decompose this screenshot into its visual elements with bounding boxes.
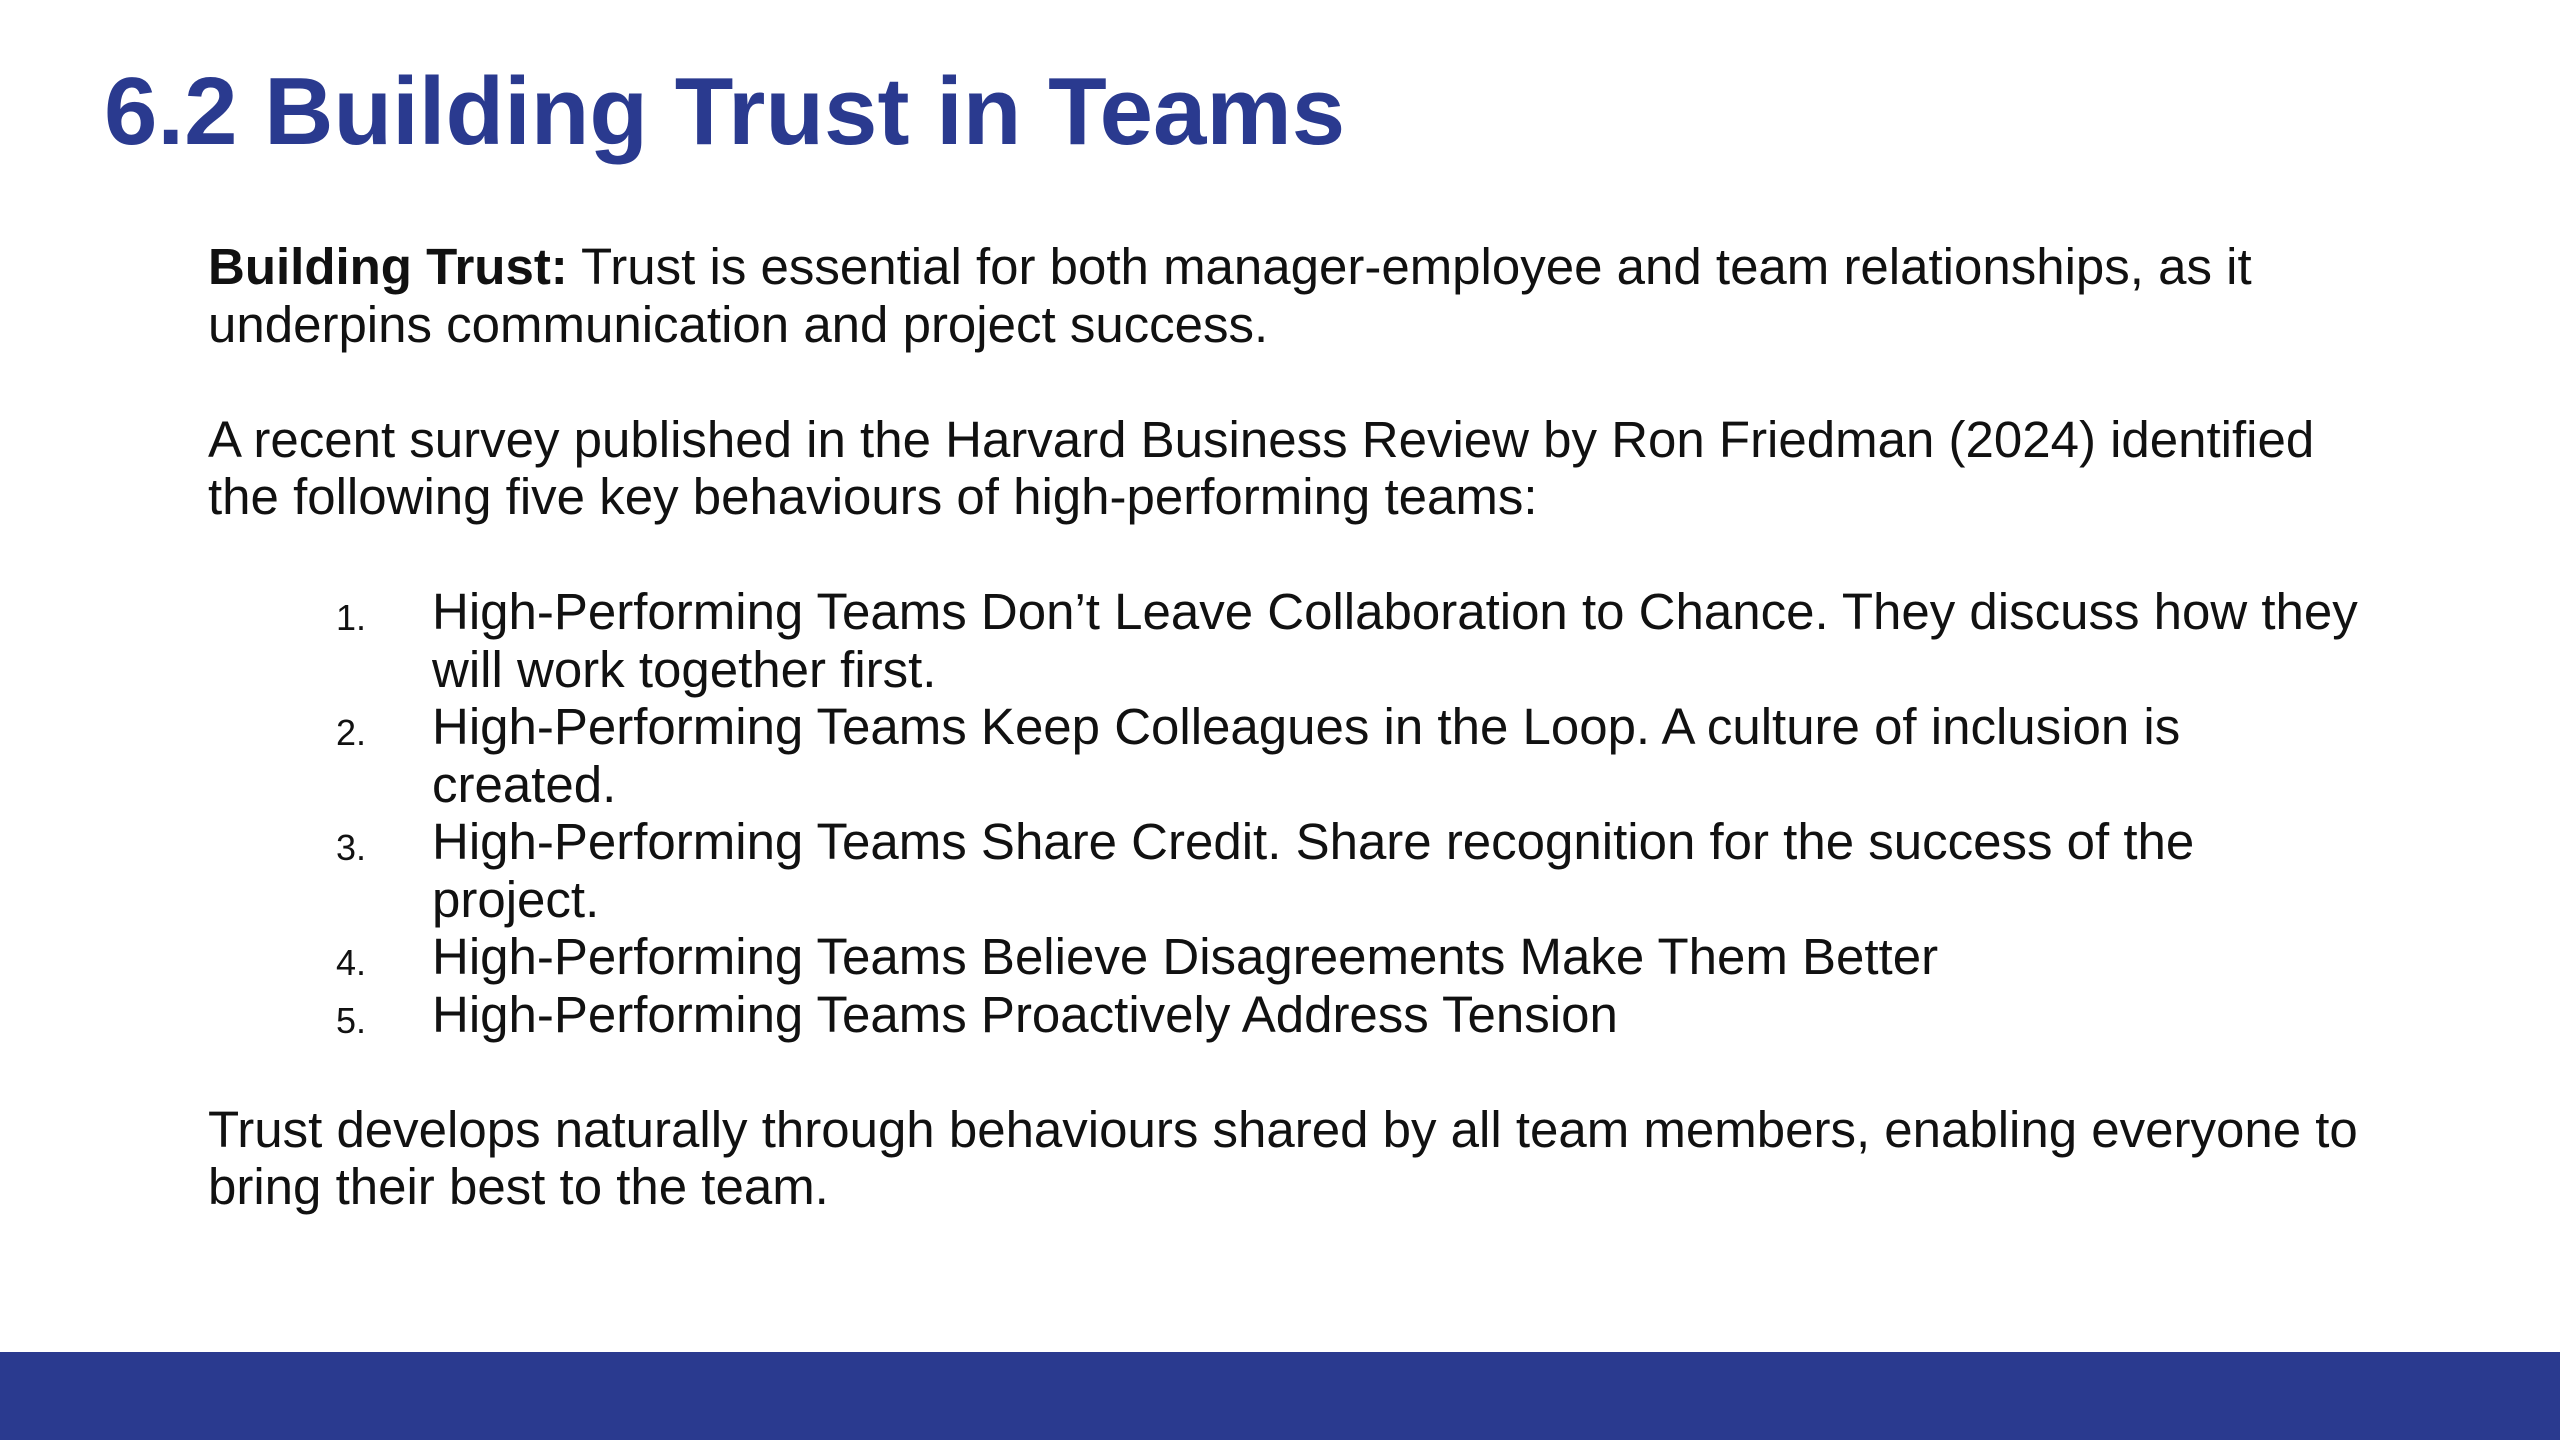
list-item-text: High-Performing Teams Share Credit. Share recognition for the success of the project. [432, 813, 2195, 928]
list-item [208, 813, 2358, 928]
list-item-text: High-Performing Teams Believe Disagreements Make Them Better [432, 928, 1939, 985]
intro-paragraph [208, 238, 2358, 353]
list-item [208, 698, 2358, 813]
list-item-number: 1. [336, 597, 367, 638]
survey-paragraph: A recent survey published in the Harvard Business Review by Ron Friedman (2024) identified the following five key behaviours of high-performing teams: [208, 410, 2315, 525]
slide-body [208, 238, 2358, 1273]
list-item [208, 928, 2358, 986]
list-item-number: 5. [336, 999, 367, 1041]
list-item-text: High-Performing Teams Keep Colleagues in the Loop. A culture of inclusion is created. [432, 698, 2181, 813]
list-item-number: 4. [336, 942, 367, 983]
list-item-text: High-Performing Teams Don’t Leave Collaboration to Chance. They discuss how they will work together first. [432, 583, 2358, 698]
slide-title: 6.2 Building Trust in Teams [104, 58, 1346, 165]
list-item [208, 986, 2358, 1044]
list-item-number: 3. [336, 827, 367, 868]
intro-bold-label: Building Trust: [208, 238, 568, 295]
footer-bar [0, 1352, 2560, 1440]
list-item-text: High-Performing Teams Proactively Address Tension [432, 985, 1618, 1043]
closing-paragraph: Trust develops naturally through behaviours shared by all team members, enabling everyone to bring their best to the team. [208, 1100, 2358, 1215]
behaviours-list [208, 583, 2358, 1043]
list-item [208, 583, 2358, 698]
intro-text: Trust is essential for both manager-employee and team relationships, as it underpins communication and project success. [208, 238, 2252, 353]
list-item-number: 2. [336, 712, 367, 753]
